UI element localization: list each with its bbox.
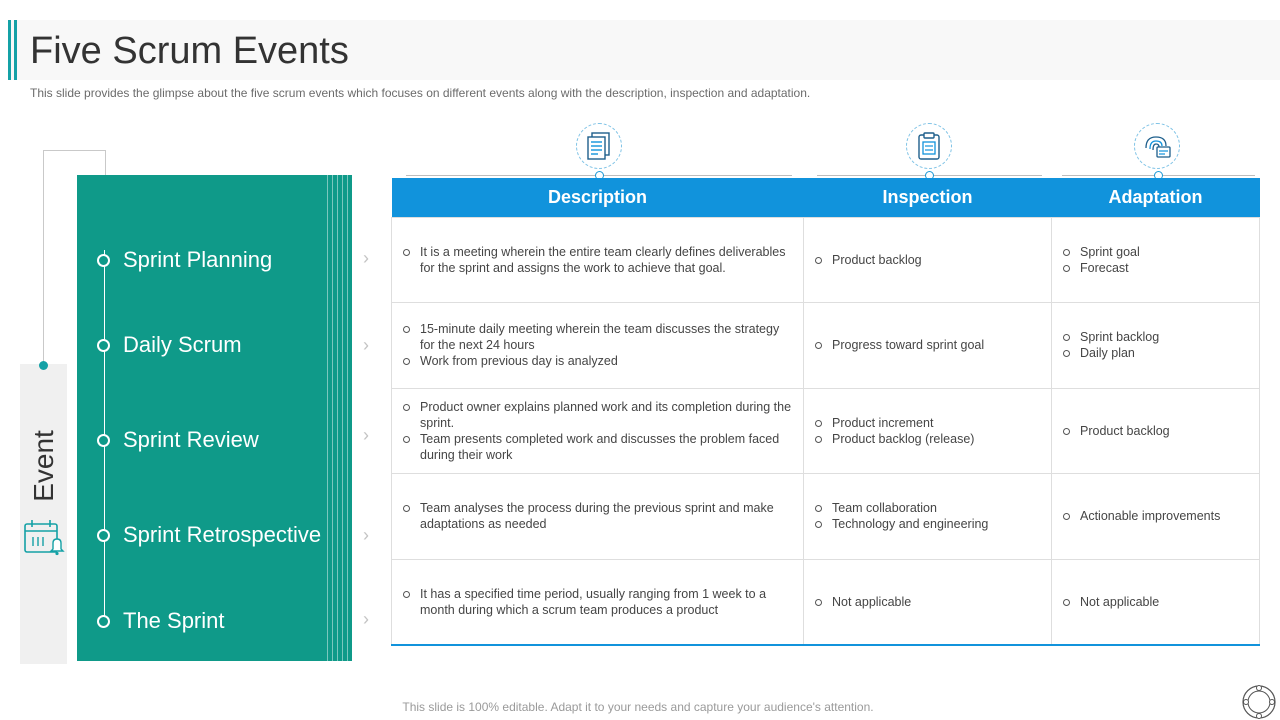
event-item-daily-scrum (97, 330, 242, 360)
panel-stripe (347, 175, 348, 661)
table-header-row (392, 178, 1260, 217)
description-cell (392, 217, 804, 303)
list-item: Product increment (814, 415, 1041, 431)
event-name: The Sprint (123, 608, 225, 633)
list-item: Daily plan (1062, 345, 1249, 361)
title-accent-bar (14, 20, 17, 80)
event-name: Sprint Retrospective (123, 522, 322, 547)
description-cell (392, 388, 804, 474)
panel-stripe (337, 175, 338, 661)
event-item-sprint-retrospective (97, 520, 321, 550)
events-table (391, 178, 1259, 664)
inspection-cell (804, 217, 1052, 303)
inspection-cell (804, 474, 1052, 560)
table-row (392, 474, 1260, 560)
connector-dot (39, 361, 48, 370)
connector-line (43, 150, 44, 365)
table-row (392, 217, 1260, 303)
list-item: Work from previous day is analyzed (402, 353, 793, 369)
panel-stripe (342, 175, 343, 661)
clipboard-icon (906, 123, 952, 169)
chevron-right-icon: › (363, 248, 369, 268)
connector-line (105, 150, 106, 176)
list-item: Forecast (1062, 260, 1249, 276)
description-cell (392, 559, 804, 645)
event-name: Daily Scrum (123, 332, 242, 357)
list-item: Team analyses the process during the previous sprint and make adaptations as needed (402, 500, 793, 532)
event-label: Event (28, 430, 59, 502)
list-item: Product backlog (release) (814, 431, 1041, 447)
list-item: Team presents completed work and discusses the problem faced during their work (402, 431, 793, 463)
calendar-bell-icon (23, 519, 65, 562)
event-item-sprint-planning (97, 245, 272, 275)
description-cell (392, 474, 804, 560)
event-item-sprint-review (97, 425, 259, 455)
list-item: Actionable improvements (1062, 508, 1249, 524)
table-row (392, 303, 1260, 389)
list-item: It has a specified time period, usually ranging from 1 week to a month during which a scrum team produces a product (402, 586, 793, 618)
logo-icon (1241, 684, 1277, 720)
list-item: Product backlog (814, 252, 1041, 268)
list-item: Not applicable (814, 594, 1041, 610)
list-item: Product owner explains planned work and its completion during the sprint. (402, 399, 793, 431)
timeline-dot (97, 339, 110, 352)
chevron-right-icon: › (363, 425, 369, 445)
panel-stripe (327, 175, 328, 661)
panel-stripe (332, 175, 333, 661)
connector-line (43, 150, 106, 151)
chevron-right-icon: › (363, 609, 369, 629)
column-header-inspection: Inspection (804, 178, 1052, 217)
event-name: Sprint Review (123, 427, 259, 452)
document-icon (576, 123, 622, 169)
list-item: Sprint backlog (1062, 329, 1249, 345)
chevron-right-icon: › (363, 525, 369, 545)
event-item-the-sprint (97, 606, 225, 636)
adaptation-cell (1052, 388, 1260, 474)
timeline-dot (97, 254, 110, 267)
event-name: Sprint Planning (123, 247, 273, 272)
footer-note: This slide is 100% editable. Adapt it to your needs and capture your audience's attention. (402, 700, 874, 714)
column-header-description: Description (392, 178, 804, 217)
title-accent-bar (8, 20, 11, 80)
list-item: Technology and engineering (814, 516, 1041, 532)
timeline-dot (97, 529, 110, 542)
event-sidebar (20, 364, 67, 664)
fingerprint-icon (1134, 123, 1180, 169)
adaptation-cell (1052, 474, 1260, 560)
list-item: Progress toward sprint goal (814, 337, 1041, 353)
list-item: Team collaboration (814, 500, 1041, 516)
list-item: 15-minute daily meeting wherein the team discusses the strategy for the next 24 hours (402, 321, 793, 353)
table-row (392, 388, 1260, 474)
description-cell (392, 303, 804, 389)
chevron-right-icon: › (363, 335, 369, 355)
inspection-cell (804, 303, 1052, 389)
page-title: Five Scrum Events (30, 30, 349, 72)
list-item: Product backlog (1062, 423, 1249, 439)
timeline-dot (97, 615, 110, 628)
list-item: It is a meeting wherein the entire team clearly defines deliverables for the sprint and assigns the work to achieve that goal. (402, 244, 793, 276)
table-row (392, 559, 1260, 645)
inspection-cell (804, 388, 1052, 474)
adaptation-cell (1052, 303, 1260, 389)
adaptation-cell (1052, 217, 1260, 303)
column-header-adaptation: Adaptation (1052, 178, 1260, 217)
inspection-cell (804, 559, 1052, 645)
timeline-dot (97, 434, 110, 447)
adaptation-cell (1052, 559, 1260, 645)
list-item: Not applicable (1062, 594, 1249, 610)
list-item: Sprint goal (1062, 244, 1249, 260)
page-subtitle: This slide provides the glimpse about the five scrum events which focuses on different events along with the description, inspection and adaptation. (30, 86, 811, 100)
